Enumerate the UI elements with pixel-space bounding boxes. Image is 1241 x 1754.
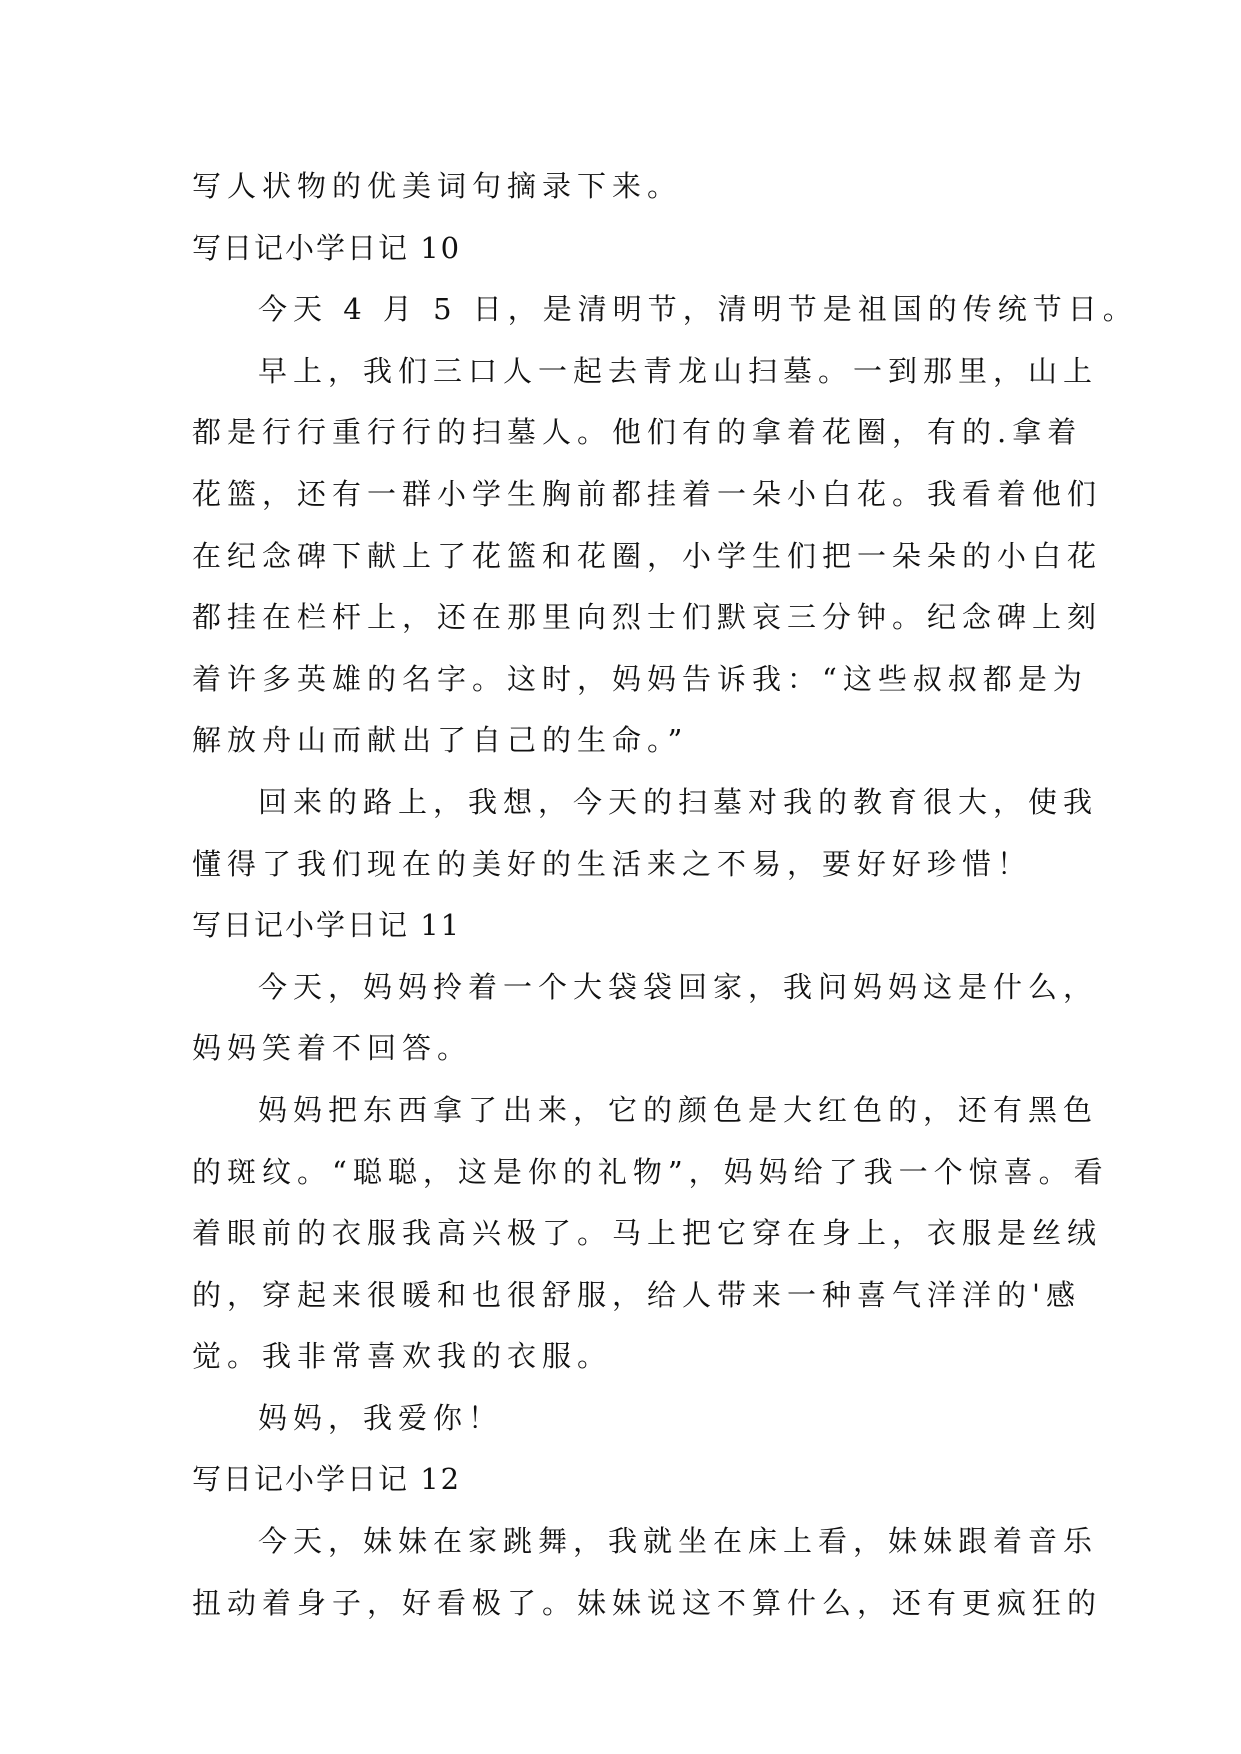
text-line: 在纪念碑下献上了花篮和花圈，小学生们把一朵朵的小白花 [192,538,1103,573]
section-heading: 写日记小学日记 10 [192,230,462,265]
text-line: 着眼前的衣服我高兴极了。马上把它穿在身上，衣服是丝绒 [192,1216,1103,1251]
text-line: 解放舟山而献出了自己的生命。” [192,723,689,758]
text-line: 妈妈，我爱你！ [258,1400,504,1435]
text-line: 的斑纹。“聪聪，这是你的礼物”，妈妈给了我一个惊喜。看 [192,1154,1109,1189]
text-line: 都挂在栏杆上，还在那里向烈士们默哀三分钟。纪念碑上刻 [192,600,1103,635]
text-line: 扭动着身子，好看极了。妹妹说这不算什么，还有更疯狂的 [192,1585,1103,1620]
text-line: 写人状物的优美词句摘录下来。 [192,169,683,203]
text-line: 妈妈把东西拿了出来，它的颜色是大红色的，还有黑色 [258,1092,1099,1127]
text-line: 都是行行重行行的扫墓人。他们有的拿着花圈，有的.拿着 [192,415,1083,450]
text-line: 今天，妹妹在家跳舞，我就坐在床上看，妹妹跟着音乐 [258,1524,1099,1559]
text-line: 的，穿起来很暖和也很舒服，给人带来一种喜气洋洋的'感 [192,1277,1081,1312]
section-heading: 写日记小学日记 12 [192,1462,462,1497]
text-line: 妈妈笑着不回答。 [192,1031,473,1066]
text-line: 着许多英雄的名字。这时，妈妈告诉我：“这些叔叔都是为 [192,661,1088,696]
text-line: 花篮，还有一群小学生胸前都挂着一朵小白花。我看着他们 [192,476,1103,511]
text-line: 早上，我们三口人一起去青龙山扫墓。一到那里，山上 [258,353,1099,388]
text-line: 懂得了我们现在的美好的生活来之不易，要好好珍惜！ [192,846,1033,881]
section-heading: 写日记小学日记 11 [192,908,462,943]
text-line: 今天，妈妈拎着一个大袋袋回家，我问妈妈这是什么， [258,969,1099,1004]
document-body [192,156,1138,1634]
text-line: 回来的路上，我想，今天的扫墓对我的教育很大，使我 [258,784,1099,819]
text-line: 今天 4 月 5 日，是清明节，清明节是祖国的传统节日。 [258,292,1138,327]
text-line: 觉。我非常喜欢我的衣服。 [192,1339,613,1374]
